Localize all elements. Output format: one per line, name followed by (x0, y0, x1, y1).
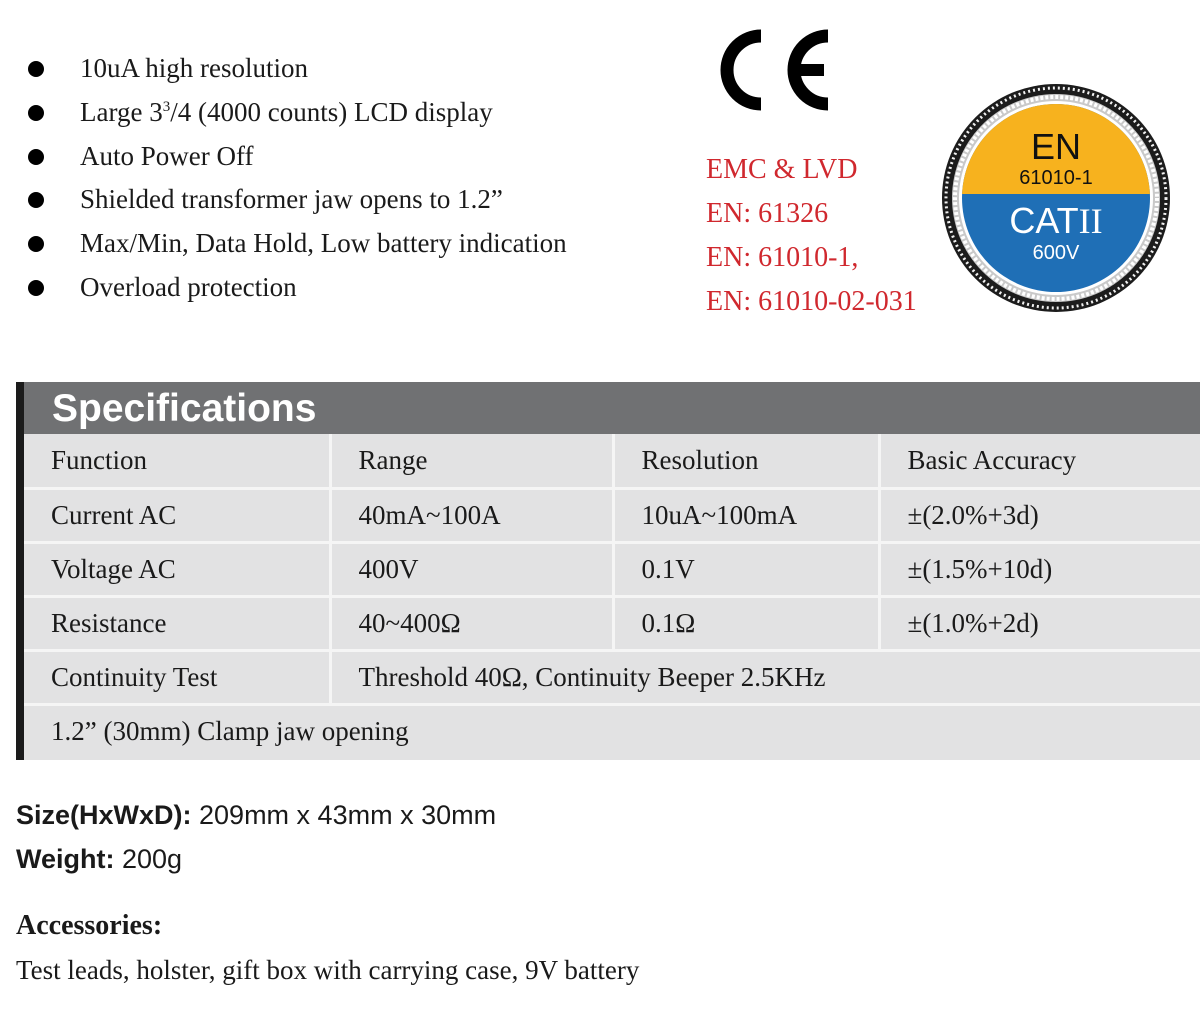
table-cell: Resistance (24, 596, 330, 650)
weight-value: 200g (114, 844, 183, 874)
seal-cat-roman: II (1078, 201, 1103, 241)
table-row (24, 596, 1200, 650)
table-cell: Voltage AC (24, 542, 330, 596)
column-header: Range (330, 434, 613, 488)
table-cell: ±(1.5%+10d) (879, 542, 1200, 596)
table-cell: Continuity Test (24, 650, 330, 704)
bullet-icon (28, 61, 44, 77)
dimensions-block (16, 793, 496, 881)
specifications-panel (16, 382, 1200, 760)
table-cell: ±(1.0%+2d) (879, 596, 1200, 650)
feature-item (28, 92, 567, 136)
seal-voltage-label: 600V (1032, 242, 1080, 264)
table-row (24, 488, 1200, 542)
table-cell: 0.1V (613, 542, 879, 596)
bullet-icon (28, 149, 44, 165)
feature-text: Large 3 (80, 96, 163, 127)
seal-standard-label: 61010-1 (1019, 167, 1093, 189)
feature-text: Overload protection (80, 271, 297, 302)
standard-line: EMC & LVD (706, 154, 858, 185)
feature-item (28, 136, 567, 180)
feature-item (28, 48, 567, 92)
feature-text: Max/Min, Data Hold, Low battery indication (80, 228, 567, 259)
standards-list (706, 148, 917, 324)
ce-mark-icon (706, 18, 846, 122)
seal-en-label: EN (1030, 126, 1081, 167)
table-cell: Current AC (24, 488, 330, 542)
weight-line (16, 837, 496, 881)
feature-text: 10uA high resolution (80, 53, 308, 83)
table-cell: 40~400Ω (330, 596, 613, 650)
feature-item (28, 223, 567, 267)
specifications-title: Specifications (24, 382, 1200, 434)
standard-line: EN: 61010-1, (706, 242, 859, 273)
table-header-row (24, 434, 1200, 488)
table-cell: Threshold 40Ω, Continuity Beeper 2.5KHz (330, 650, 1200, 704)
table-row-note (24, 704, 1200, 758)
table-cell: 40mA~100A (330, 488, 613, 542)
seal-cat-prefix: CAT (1009, 200, 1079, 241)
safety-seal (940, 82, 1172, 314)
standard-line: EN: 61010-02-031 (706, 286, 917, 317)
table-cell: 10uA~100mA (613, 488, 879, 542)
size-label: Size(HxWxD): (16, 800, 192, 830)
feature-text: /4 (4000 counts) LCD display (170, 96, 493, 127)
bullet-icon (28, 105, 44, 121)
table-row (24, 542, 1200, 596)
feature-list (28, 48, 567, 311)
feature-text: Shielded transformer jaw opens to 1.2” (80, 184, 503, 215)
standard-line: EN: 61326 (706, 198, 829, 229)
table-cell: 0.1Ω (613, 596, 879, 650)
column-header: Basic Accuracy (879, 434, 1200, 488)
feature-superscript: 3 (162, 98, 171, 115)
column-header: Function (24, 434, 330, 488)
size-value: 209mm x 43mm x 30mm (191, 800, 497, 830)
weight-label: Weight: (16, 844, 115, 874)
table-cell: ±(2.0%+3d) (879, 488, 1200, 542)
feature-item (28, 179, 567, 223)
feature-item (28, 267, 567, 311)
bullet-icon (28, 192, 44, 208)
size-line (16, 793, 496, 837)
table-cell: 400V (330, 542, 613, 596)
accessories-title: Accessories: (16, 910, 163, 941)
seal-badge-icon (940, 82, 1172, 314)
bullet-icon (28, 236, 44, 252)
bullet-icon (28, 280, 44, 296)
table-row-continuity (24, 650, 1200, 704)
specifications-table (24, 434, 1200, 758)
table-note: 1.2” (30mm) Clamp jaw opening (51, 716, 409, 747)
feature-text: Auto Power Off (80, 140, 254, 171)
accessories-text: Test leads, holster, gift box with carrying case, 9V battery (16, 955, 640, 985)
column-header: Resolution (613, 434, 879, 488)
seal-category (940, 200, 1172, 242)
